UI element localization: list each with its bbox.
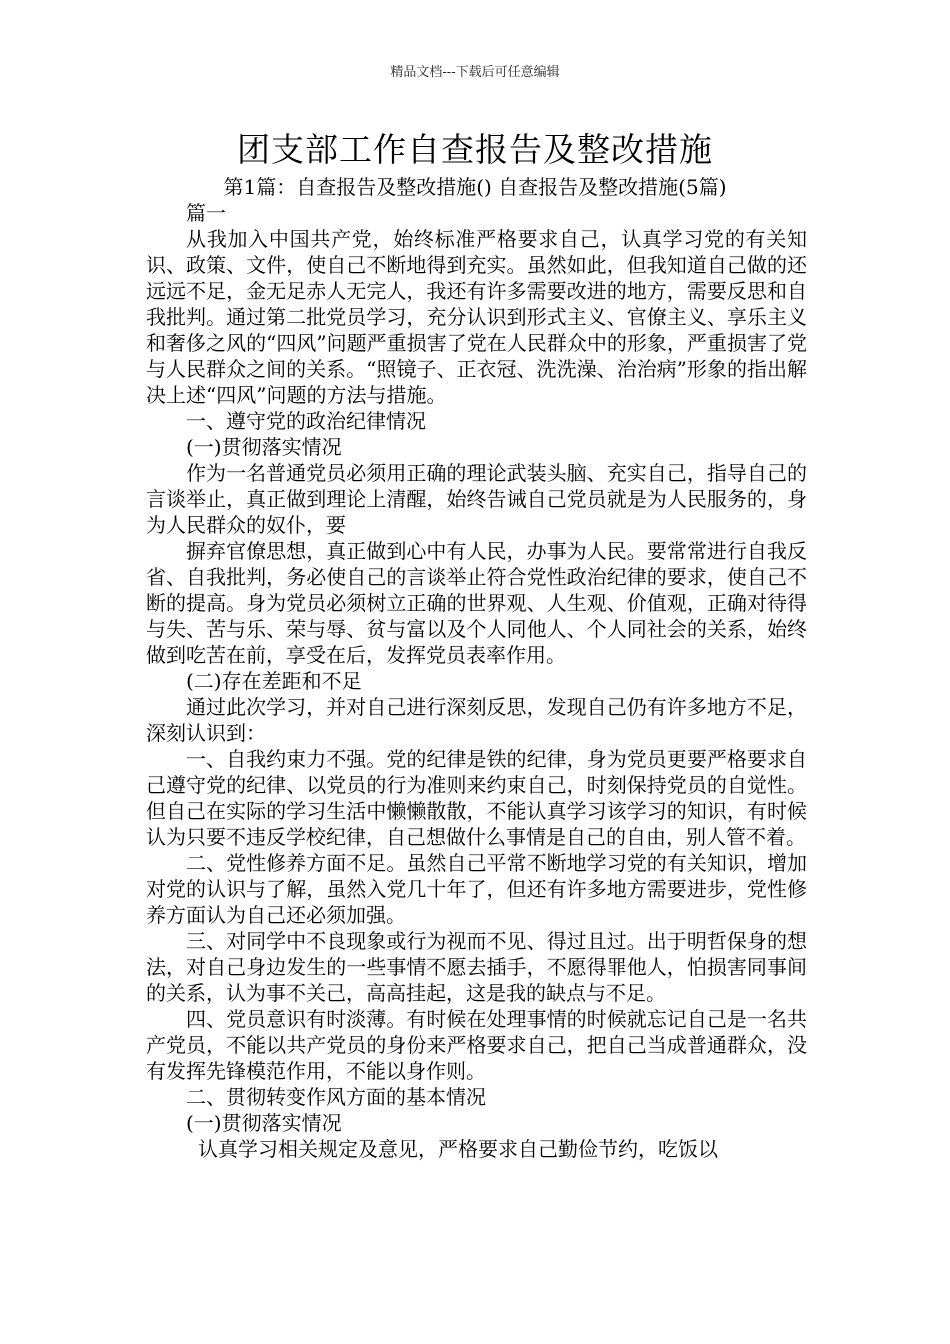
subsection-heading: (二)存在差距和不足 bbox=[186, 669, 362, 693]
body-paragraph: 认真学习相关规定及意见，严格要求自己勤俭节约，吃饭以 bbox=[198, 1137, 718, 1161]
section-heading: 一、遵守党的政治纪律情况 bbox=[186, 409, 426, 433]
page-header-caption: 精品文档---下载后可任意编辑 bbox=[390, 65, 560, 80]
body-paragraph: 一、自我约束力不强。党的纪律是铁的纪律，身为党员更要严格要求自己遵守党的纪律、以党员的行为准则来约束自己，时刻保持党员的自觉性。但自己在实际的学习生活中懒懒散散，不能认真学习该学习的知识，有时候认为只要不违反学校纪律，自己想做什么事情是自己的自由，别人管不着。 bbox=[146, 747, 807, 849]
body-paragraph: 作为一名普通党员必须用正确的理论武装头脑、充实自己，指导自己的言谈举止，真正做到理论上清醒，始终告诫自己党员就是为人民服务的，身为人民群众的奴仆，要 bbox=[146, 461, 807, 537]
body-paragraph: 二、党性修养方面不足。虽然自己平常不断地学习党的有关知识，增加对党的认识与了解，虽然入党几十年了，但还有许多地方需要进步，党性修养方面认为自己还必须加强。 bbox=[146, 851, 807, 927]
subsection-heading: (一)贯彻落实情况 bbox=[186, 1111, 342, 1135]
section-label: 篇一 bbox=[186, 201, 226, 225]
section-heading: 二、贯彻转变作风方面的基本情况 bbox=[186, 1085, 486, 1109]
body-paragraph: 从我加入中国共产党，始终标准严格要求自己，认真学习党的有关知识、政策、文件，使自己不断地得到充实。虽然如此，但我知道自己做的还远远不足，金无足赤人无完人，我还有许多需要改进的地方，需要反思和自我批判。通过第二批党员学习，充分认识到形式主义、官僚主义、享乐主义和奢侈之风的“四风”问题严重损害了党在人民群众中的形象，严重损害了党与人民群众之间的关系。“照镜子、正衣冠、洗洗澡、治治病”形象的指出解决上述“四风”问题的方法与措施。 bbox=[146, 227, 807, 407]
document-title: 团支部工作自查报告及整改措施 bbox=[237, 130, 713, 169]
body-paragraph: 通过此次学习，并对自己进行深刻反思，发现自己仍有许多地方不足，深刻认识到： bbox=[146, 695, 807, 745]
document-subtitle: 第1篇：自查报告及整改措施() 自查报告及整改措施(5篇) bbox=[223, 175, 727, 199]
subsection-heading: (一)贯彻落实情况 bbox=[186, 435, 342, 459]
body-paragraph: 四、党员意识有时淡薄。有时候在处理事情的时候就忘记自己是一名共产党员，不能以共产党员的身份来严格要求自己，把自己当成普通群众，没有发挥先锋模范作用，不能以身作则。 bbox=[146, 1007, 807, 1083]
body-paragraph: 三、对同学中不良现象或行为视而不见、得过且过。出于明哲保身的想法，对自己身边发生的一些事情不愿去插手，不愿得罪他人，怕损害同事间的关系，认为事不关己，高高挂起，这是我的缺点与不足。 bbox=[146, 929, 807, 1005]
document-body bbox=[146, 200, 807, 1162]
body-paragraph: 摒弃官僚思想，真正做到心中有人民，办事为人民。要常常进行自我反省、自我批判，务必使自己的言谈举止符合党性政治纪律的要求，使自己不断的提高。身为党员必须树立正确的世界观、人生观、价值观，正确对待得与失、苦与乐、荣与辱、贫与富以及个人同他人、个人同社会的关系，始终做到吃苦在前，享受在后，发挥党员表率作用。 bbox=[146, 539, 807, 667]
